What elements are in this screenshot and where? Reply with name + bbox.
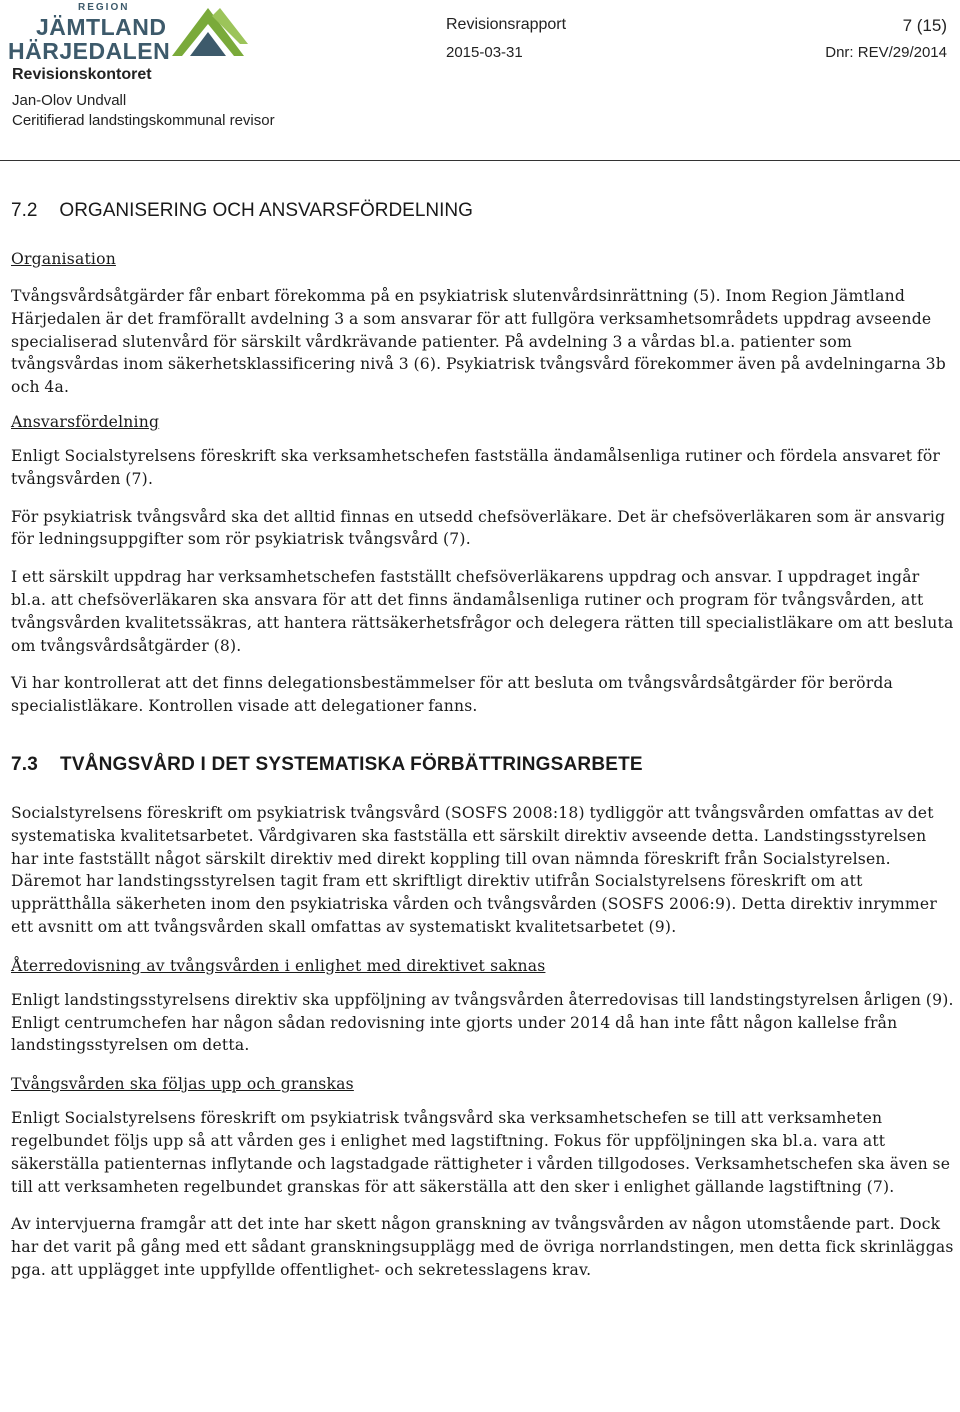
paragraph: Vi har kontrollerat att det finns delegationsbestämmelser för att besluta om tvångsvårdsåtgärder för berörda specialistläkare. Kontrollen visade att delegationer fanns. [11,674,894,716]
author-name: Jan-Olov Undvall [12,92,127,109]
paragraph: Enligt Socialstyrelsens föreskrift ska verksamhetschefen fastställa ändamålsenliga rutiner och fördela ansvaret för tvångsvården (7). [11,446,941,488]
document-type: Revisionsrapport [446,16,567,33]
page-header [0,0,960,150]
mountain-logo-icon [168,4,250,56]
subheading-ansvarsfordelning: Ansvarsfördelning [11,412,160,431]
paragraph: Enligt landstingsstyrelsens direktiv ska uppföljning av tvångsvården återredovisas till landstingstyrelsen årligen (9). Enligt centrumchefen har någon sådan redovisning inte gjorts under 2014 då han inte fått någon kallelse från landstingsstyrelsen om detta. [11,990,954,1055]
logo-region-text: REGION [78,2,130,13]
document-date: 2015-03-31 [446,44,523,61]
author-title: Ceritifierad landstingskommunal revisor [12,112,275,129]
logo-line-2: HÄRJEDALEN [8,38,171,64]
subheading-aterredovisning: Återredovisning av tvångsvården i enlighet med direktivet saknas [11,956,546,975]
section-title: TVÅNGSVÅRD I DET SYSTEMATISKA FÖRBÄTTRINGSARBETE [60,753,643,775]
subheading-uppfoljning: Tvångsvården ska följas upp och granskas [11,1075,354,1094]
header-divider [0,160,960,161]
paragraph: Tvångsvårdsåtgärder får enbart förekomma på en psykiatrisk slutenvårdsinrättning (5). Inom Region Jämtland Härjedalen är det framförallt avdelning 3 a som ansvarar för att fullgöra verksamhetsområdets uppdrag avseende specialiserad slutenvård för särskilt vårdkrävande patienter. På avdelning 3 a vårdas bl.a. patienter som tvångsvårdas inom säkerhetsklassificering nivå 3 (6). Psykiatrisk tvångsvård förekommer även på avdelningarna 3b och 4a. [11,287,946,397]
section-heading-7-3 [11,753,956,777]
paragraph: Socialstyrelsens föreskrift om psykiatrisk tvångsvård (SOSFS 2008:18) tydliggör att tvångsvården omfattas av det systematiska kvalitetsarbetet. Vårdgivaren ska fastställa ett särskilt direktiv avseende detta. Landstingsstyrelsen har inte fastställt något särskilt direktiv med direkt koppling till ovan nämnda föreskrift från Socialstyrelsen. Däremot har landstingsstyrelsen tagit fram ett skriftligt direktiv utifrån Socialstyrelsens föreskrift om att upprätthålla säkerheten inom den psykiatriska vården och tvångsvården (SOSFS 2006:9). Detta direktiv inrymmer ett avsnitt om att tvångsvården skall omfattas av systematiskt kvalitetsarbetet (9). [11,803,937,936]
document-reference: Dnr: REV/29/2014 [825,44,947,61]
org-name: Revisionskontoret [12,66,152,83]
section-number: 7.2 [11,200,38,221]
region-logo [8,2,248,64]
section-heading-7-2 [11,199,956,223]
paragraph: I ett särskilt uppdrag har verksamhetschefen fastställt chefsöverläkarens uppdrag och ansvar. I uppdraget ingår bl.a. att chefsöverläkaren ska ansvara för att det finns ändamålsenliga rutiner och program för tvångsvården, att tvångsvården kvalitetssäkras, att hantera rättsäkerhetsfrågor och delegera rätten till specialistläkare om att besluta om tvångsvårdsåtgärder (8). [11,568,954,655]
logo-line-1: JÄMTLAND [36,14,167,40]
page-number: 7 (15) [902,16,947,35]
document-body [11,199,956,1282]
section-number: 7.3 [11,753,39,775]
paragraph: Enligt Socialstyrelsens föreskrift om psykiatrisk tvångsvård ska verksamhetschefen se till att verksamheten regelbundet följs upp så att vården ges i enlighet med lagstiftning. Fokus för uppföljningen ska bl.a. vara att säkerställa patienternas inflytande och lagstadgade rättigheter i vården tillgodoses. Verksamhetschefen ska även se till att verksamheten regelbundet granskas för att säkerställa att den sker i enlighet gällande lagstiftning (7). [11,1109,951,1196]
section-title: ORGANISERING OCH ANSVARSFÖRDELNING [59,200,473,221]
subheading-organisation: Organisation [11,250,116,268]
paragraph: För psykiatrisk tvångsvård ska det alltid finnas en utsedd chefsöverläkare. Det är chefsöverläkaren som är ansvarig för ledningsuppgifter som rör psykiatrisk tvångsvård (7). [11,507,946,549]
paragraph: Av intervjuerna framgår att det inte har skett någon granskning av tvångsvården av någon utomstående part. Dock har det varit på gång med ett sådant granskningsupplägg med de övriga norrlandstingen, men detta fick skrinläggas pga. att upplägget inte uppfyllde offentlighet- och sekretesslagens krav. [11,1215,954,1279]
